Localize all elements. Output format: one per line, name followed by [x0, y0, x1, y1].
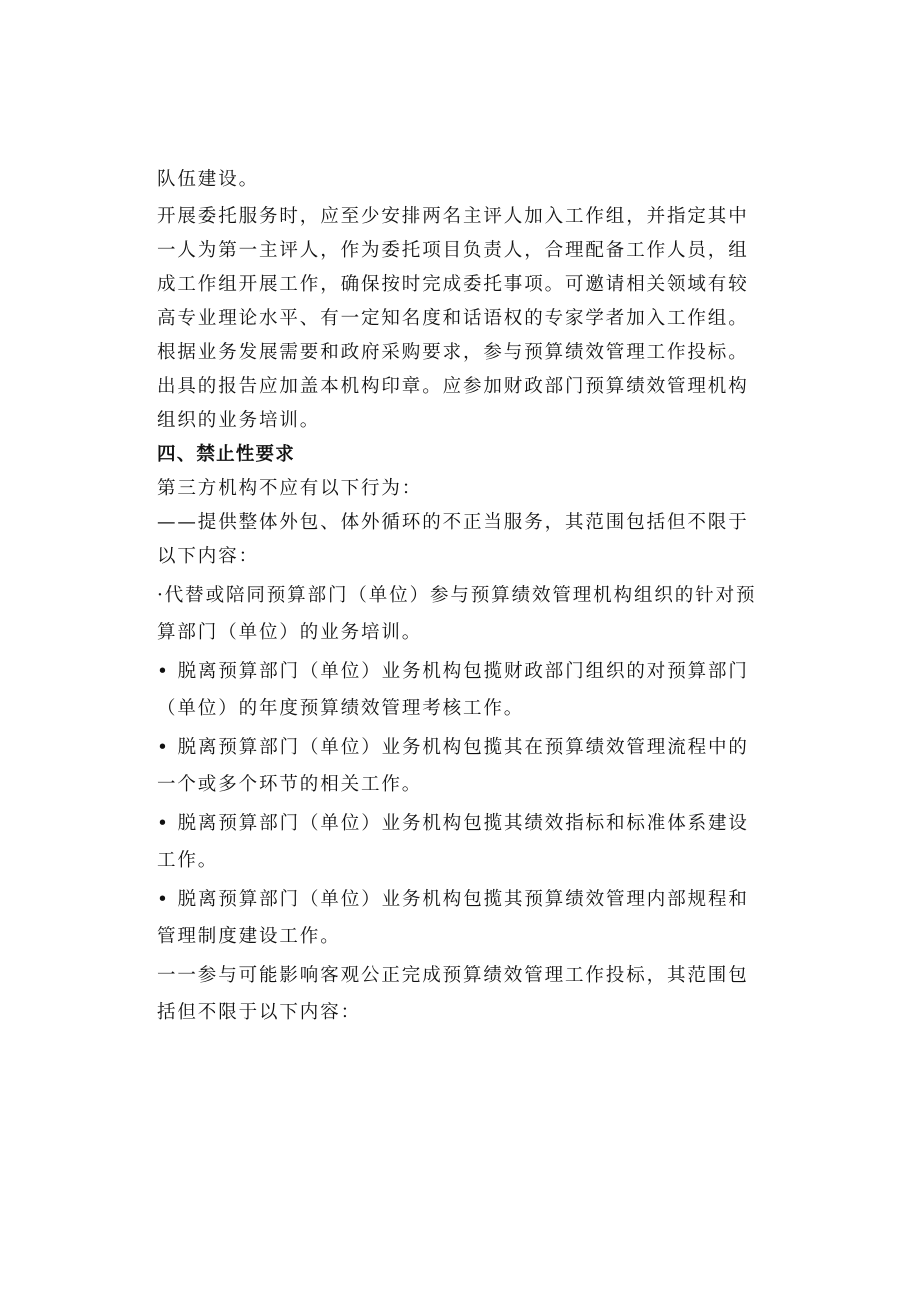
paragraph-line: 括但不限于以下内容：: [157, 1002, 362, 1023]
paragraph-line: ——提供整体外包、体外循环的不正当服务，其范围包括但不限于: [157, 512, 749, 533]
paragraph-line: 出具的报告应加盖本机构印章。应参加财政部门预算绩效管理机构: [157, 376, 749, 397]
list-item-line: • 脱离预算部门（单位）业务机构包揽财政部门组织的对预算部门: [157, 661, 749, 682]
paragraph-line: 组织的业务培训。: [157, 410, 321, 431]
list-item-line: 管理制度建设工作。: [157, 926, 341, 947]
list-item-line: • 脱离预算部门（单位）业务机构包揽其绩效指标和标准体系建设: [157, 813, 749, 834]
document-body: [157, 163, 757, 1030]
paragraph-line: 以下内容：: [157, 546, 260, 567]
paragraph-line: 一一参与可能影响客观公正完成预算绩效管理工作投标，其范围包: [157, 965, 749, 986]
paragraph-line: 一人为第一主评人，作为委托项目负责人，合理配备工作人员，组: [157, 240, 749, 261]
paragraph-line: 高专业理论水平、有一定知名度和话语权的专家学者加入工作组。: [157, 308, 749, 329]
list-item-line: ·代替或陪同预算部门（单位）参与预算绩效管理机构组织的针对预: [157, 585, 757, 606]
list-item-line: • 脱离预算部门（单位）业务机构包揽其预算绩效管理内部规程和: [157, 889, 749, 910]
list-item-line: • 脱离预算部门（单位）业务机构包揽其在预算绩效管理流程中的: [157, 737, 749, 758]
paragraph-line: 成工作组开展工作，确保按时完成委托事项。可邀请相关领域有较: [157, 274, 749, 295]
paragraph-line: 开展委托服务时，应至少安排两名主评人加入工作组，并指定其中: [157, 206, 749, 227]
paragraph-line: 第三方机构不应有以下行为：: [157, 478, 423, 499]
list-item-line: 算部门（单位）的业务培训。: [157, 622, 423, 643]
paragraph-line: 根据业务发展需要和政府采购要求，参与预算绩效管理工作投标。: [157, 342, 749, 363]
list-item-line: 工作。: [157, 850, 219, 871]
list-item-line: （单位）的年度预算绩效管理考核工作。: [157, 698, 525, 719]
paragraph-line: 队伍建设。: [157, 169, 260, 190]
list-item-line: 一个或多个环节的相关工作。: [157, 774, 423, 795]
section-heading: 四、禁止性要求: [157, 444, 295, 465]
